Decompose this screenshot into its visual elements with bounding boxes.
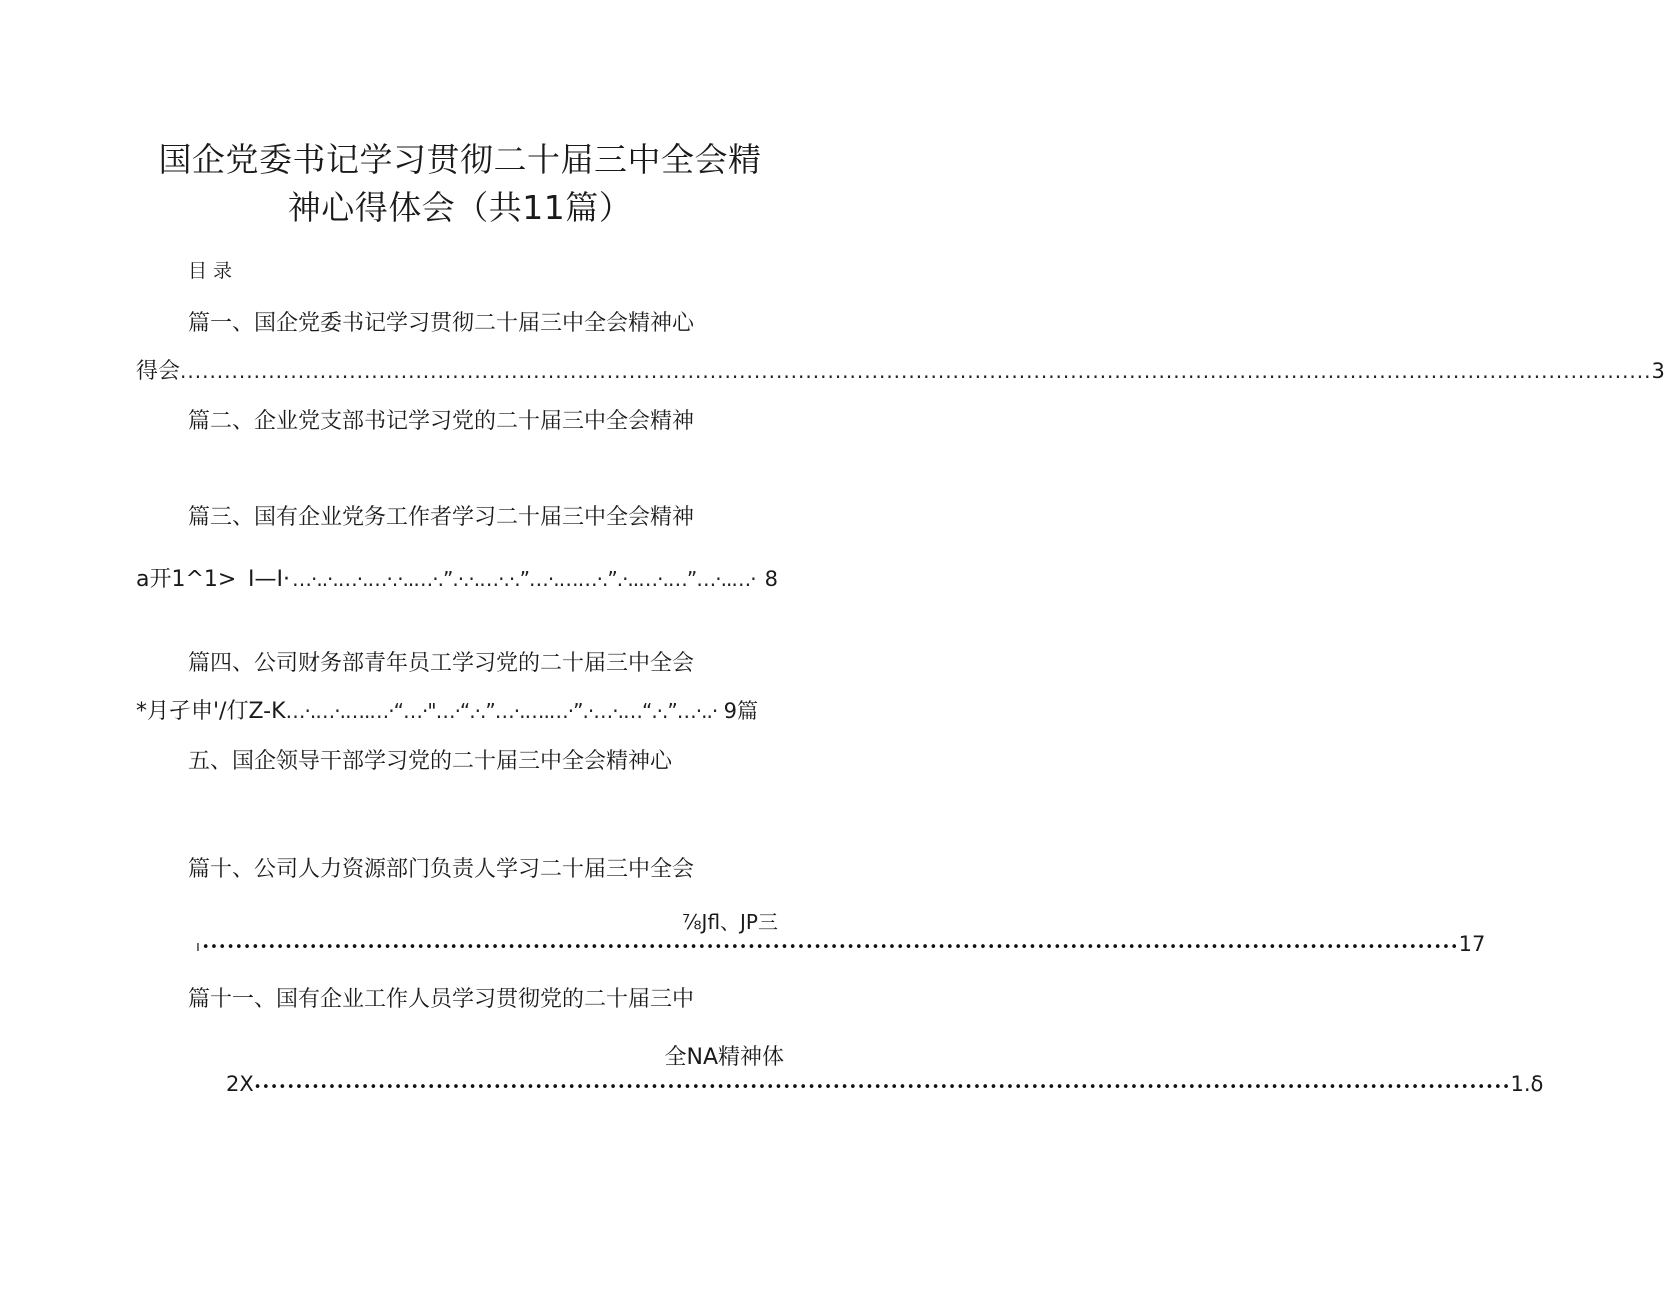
toc-entry-1-label: 得会 xyxy=(136,359,181,384)
toc-entry-3-marker: I—I· xyxy=(248,567,290,592)
toc-entry-1-leader-row[interactable] xyxy=(136,354,1665,385)
document-title-line2: 神心得体会（共11篇） xyxy=(287,188,633,227)
toc-entry-4-title[interactable]: 篇四、公司财务部青年员工学习党的二十届三中全会 xyxy=(188,651,695,676)
toc-entry-3-dot-leader: …·..·.…·.…·.·..…·.”.·.·.…·.·.”…·.……·.”.·..…·.…”…·..…· xyxy=(291,567,756,591)
toc-entry-1-title[interactable]: 篇一、国企党委书记学习贯彻二十届三中全会精神心 xyxy=(188,311,695,336)
toc-entry-7-label: 2X xyxy=(226,1072,254,1096)
toc-entry-7-page: 1.δ xyxy=(1510,1072,1544,1096)
toc-entry-6-leader-row[interactable] xyxy=(196,932,1486,956)
toc-entry-7-title[interactable]: 篇十一、国有企业工作人员学习贯彻党的二十届三中 xyxy=(188,987,695,1012)
toc-entry-7-leader-row[interactable] xyxy=(226,1072,1544,1096)
toc-entry-6-bullet-leader: •••••••••••••••••••••••••••••••••••••••••••••••••••••••••••••••••••••••••••••••••••••••••••••••••••••••••••••••••••••••••••••••••••••••••••••••••••••••• xyxy=(201,940,1459,955)
toc-entry-5-title[interactable]: 五、国企领导干部学习党的二十届三中全会精神心 xyxy=(188,749,673,774)
toc-entry-6-label: ı xyxy=(196,939,200,955)
toc-entry-1-page: 3 xyxy=(1651,359,1665,383)
toc-entry-6-title[interactable]: 篇十、公司人力资源部门负责人学习二十届三中全会 xyxy=(188,857,695,882)
toc-entry-4-label: *月孑申'/仃Z-K xyxy=(136,699,286,724)
toc-entry-4-leader-row[interactable] xyxy=(136,694,758,725)
toc-entry-7-fragment: 全NA精神体 xyxy=(664,1045,784,1070)
toc-entry-6-page: 17 xyxy=(1458,932,1486,956)
toc-entry-2-title[interactable]: 篇二、企业党支部书记学习党的二十届三中全会精神 xyxy=(188,409,695,434)
toc-entry-3-title[interactable]: 篇三、国有企业党务工作者学习二十届三中全会精神 xyxy=(188,505,695,530)
document-title-line1: 国企党委书记学习贯彻二十届三中全会精 xyxy=(158,140,762,179)
toc-entry-3-label: a开1^1> xyxy=(136,567,237,592)
toc-entry-4-dot-leader: …·.…·.….…·“…·"…·“.·.”…·.….…·”.·…·.…“.·.”…·..· xyxy=(285,699,718,723)
toc-entry-7-bullet-leader: •••••••••••••••••••••••••••••••••••••••••••••••••••••••••••••••••••••••••••••••••••••••••••••••••••••••••••••••••••••••••••••••••••••••••••••••••••••••• xyxy=(253,1080,1511,1095)
toc-entry-3-page: 8 xyxy=(764,567,778,591)
toc-entry-3-leader-row[interactable] xyxy=(136,562,778,593)
toc-entry-6-fragment: ⅞Jfl、JP三 xyxy=(682,910,778,934)
toc-entry-4-page: 9篇 xyxy=(723,699,758,723)
toc-heading: 目录 xyxy=(188,260,239,282)
toc-entry-1-dot-leader: ........................................................................................................................................................................................................ xyxy=(180,359,1652,383)
